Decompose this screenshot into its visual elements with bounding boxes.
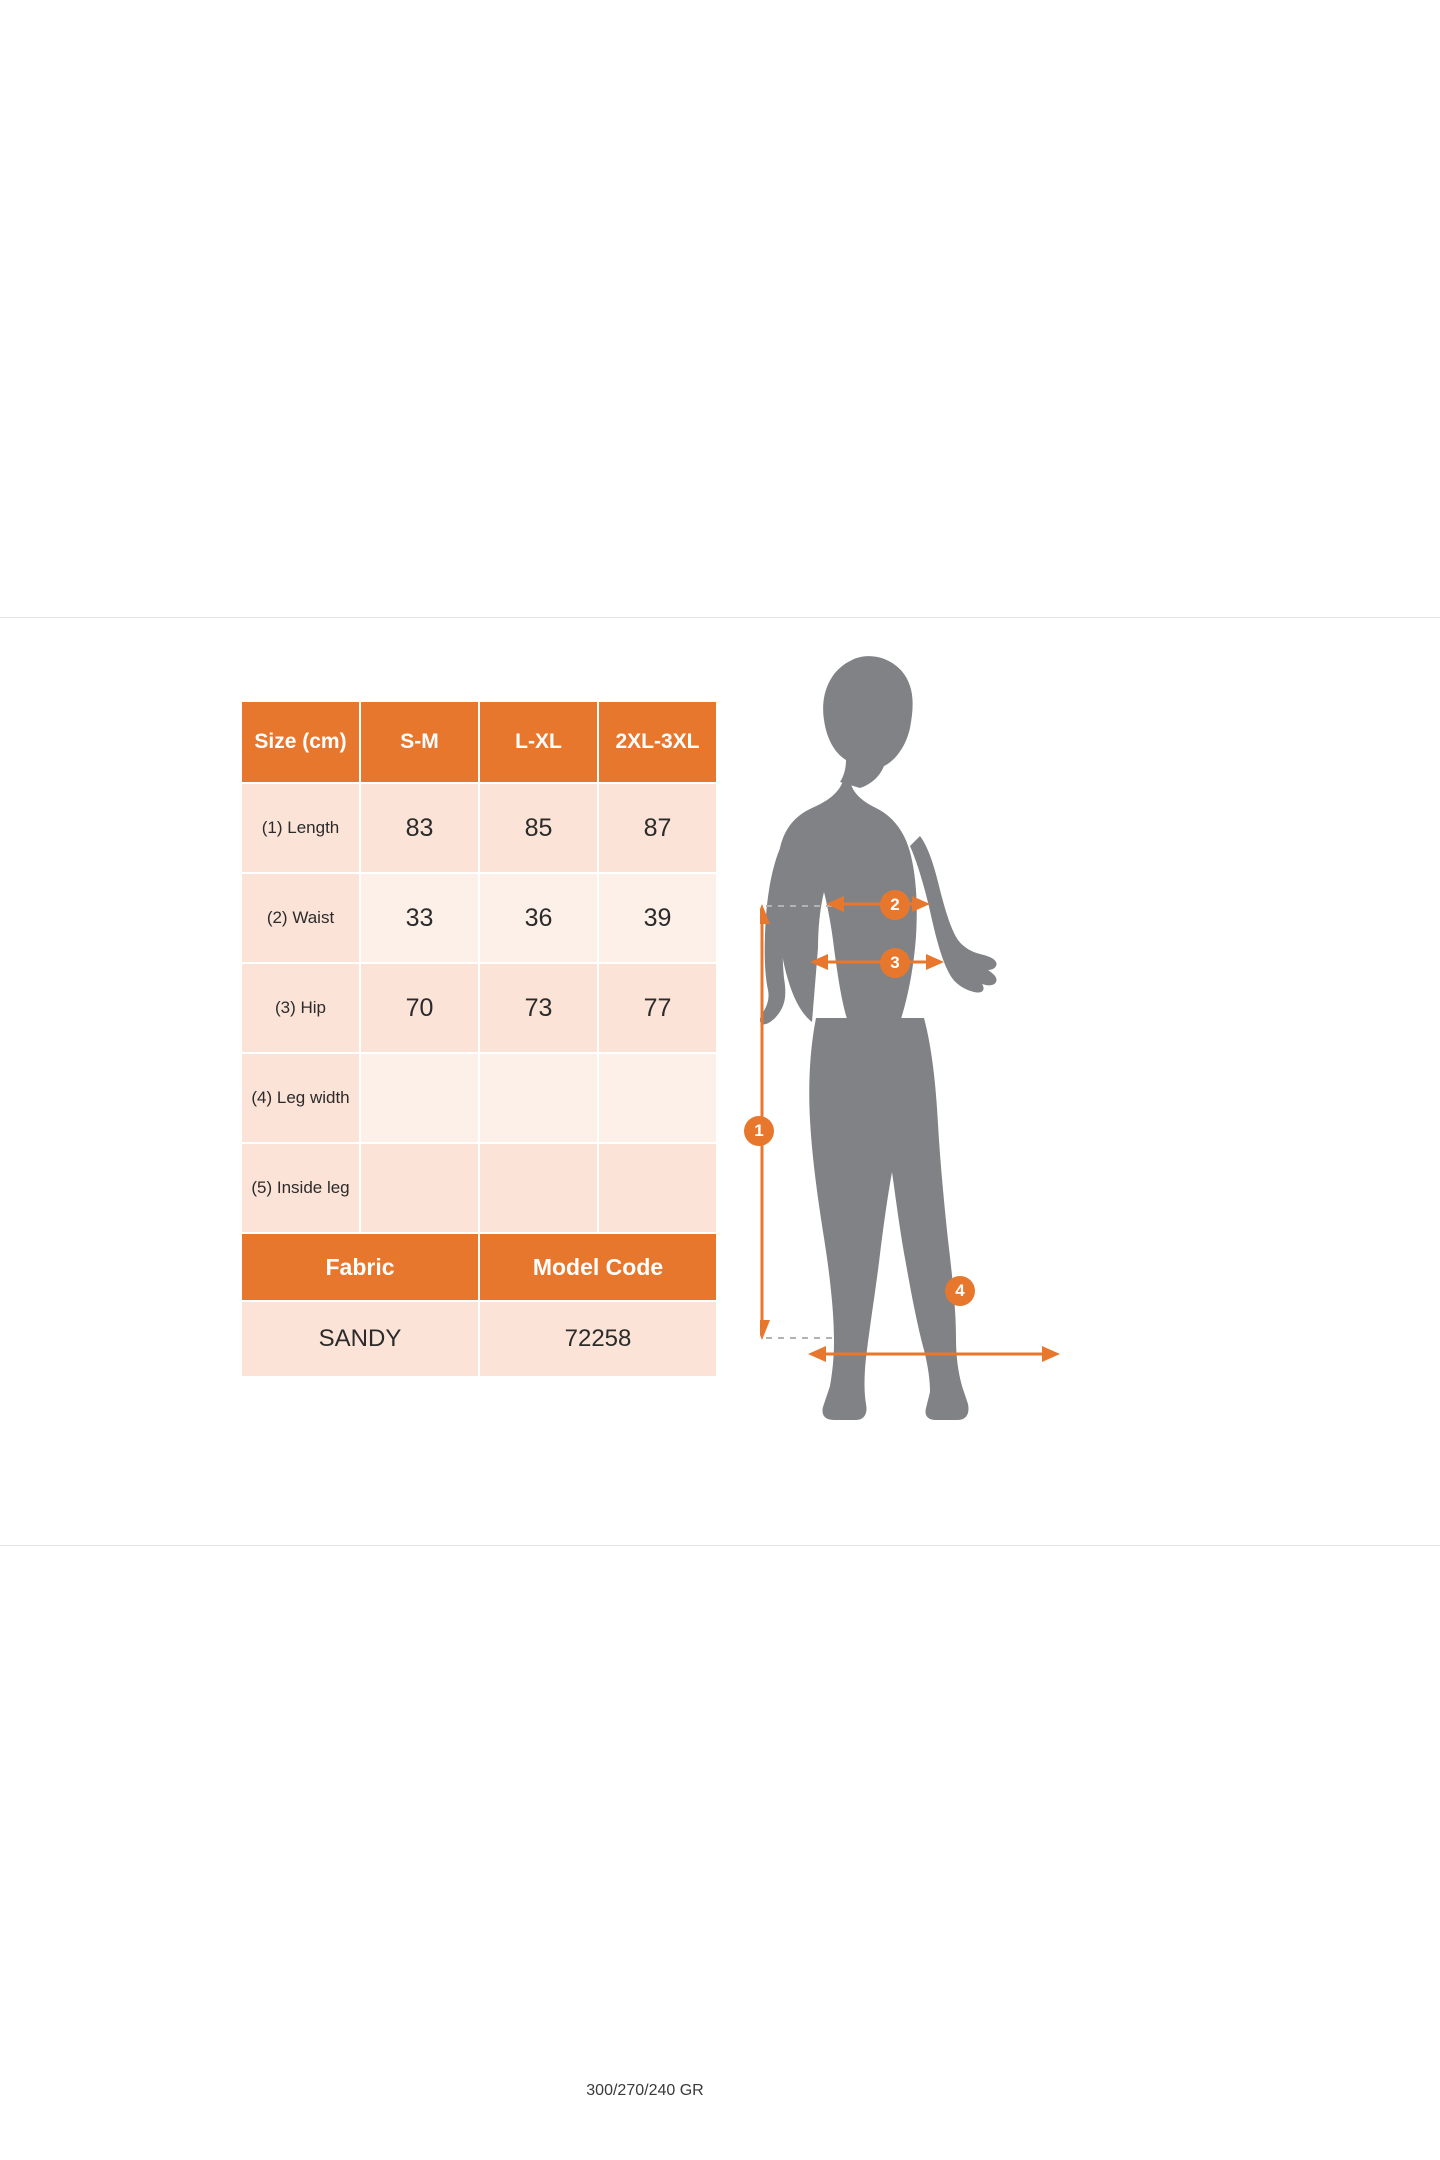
cell-leg-width-s-m bbox=[360, 1053, 479, 1143]
cell-inside-leg-l-xl bbox=[479, 1143, 598, 1233]
table-row bbox=[241, 873, 717, 963]
hip-arrow-head-right bbox=[926, 954, 944, 970]
row-label-length: (1) Length bbox=[241, 783, 360, 873]
cell-waist-s-m: 33 bbox=[360, 873, 479, 963]
leg-width-arrow-head-left bbox=[808, 1346, 826, 1362]
row-label-inside-leg: (5) Inside leg bbox=[241, 1143, 360, 1233]
marker-length: 1 bbox=[744, 1116, 774, 1146]
marker-hip: 3 bbox=[880, 948, 910, 978]
cell-waist-l-xl: 36 bbox=[479, 873, 598, 963]
row-label-waist: (2) Waist bbox=[241, 873, 360, 963]
table-row bbox=[241, 963, 717, 1053]
cell-hip-l-xl: 73 bbox=[479, 963, 598, 1053]
table-row bbox=[241, 1053, 717, 1143]
fabric-header-row bbox=[241, 1233, 717, 1301]
header-fabric: Fabric bbox=[241, 1233, 479, 1301]
cell-leg-width-l-xl bbox=[479, 1053, 598, 1143]
row-label-hip: (3) Hip bbox=[241, 963, 360, 1053]
table-row bbox=[241, 783, 717, 873]
marker-leg-width: 4 bbox=[945, 1276, 975, 1306]
fabric-weight-note: 300/270/240 GR bbox=[586, 2082, 704, 2099]
body-measurement-figure bbox=[754, 648, 1180, 1528]
header-model-code: Model Code bbox=[479, 1233, 717, 1301]
header-2xl-3xl: 2XL-3XL bbox=[598, 701, 717, 783]
leg-width-arrow-head-right bbox=[1042, 1346, 1060, 1362]
cell-hip-s-m: 70 bbox=[360, 963, 479, 1053]
header-l-xl: L-XL bbox=[479, 701, 598, 783]
cell-fabric-value: SANDY bbox=[241, 1301, 479, 1377]
table-row bbox=[241, 1143, 717, 1233]
cell-inside-leg-s-m bbox=[360, 1143, 479, 1233]
cell-waist-2xl-3xl: 39 bbox=[598, 873, 717, 963]
header-size: Size (cm) bbox=[241, 701, 360, 783]
table-header-row bbox=[241, 701, 717, 783]
header-s-m: S-M bbox=[360, 701, 479, 783]
cell-model-code-value: 72258 bbox=[479, 1301, 717, 1377]
bottom-divider bbox=[0, 1545, 1440, 1546]
cell-hip-2xl-3xl: 77 bbox=[598, 963, 717, 1053]
size-table bbox=[240, 700, 718, 1378]
cell-inside-leg-2xl-3xl bbox=[598, 1143, 717, 1233]
cell-leg-width-2xl-3xl bbox=[598, 1053, 717, 1143]
size-chart-content bbox=[0, 618, 1440, 2099]
marker-waist: 2 bbox=[880, 890, 910, 920]
fabric-value-row bbox=[241, 1301, 717, 1377]
row-label-leg-width: (4) Leg width bbox=[241, 1053, 360, 1143]
cell-length-l-xl: 85 bbox=[479, 783, 598, 873]
cell-length-2xl-3xl: 87 bbox=[598, 783, 717, 873]
cell-length-s-m: 83 bbox=[360, 783, 479, 873]
